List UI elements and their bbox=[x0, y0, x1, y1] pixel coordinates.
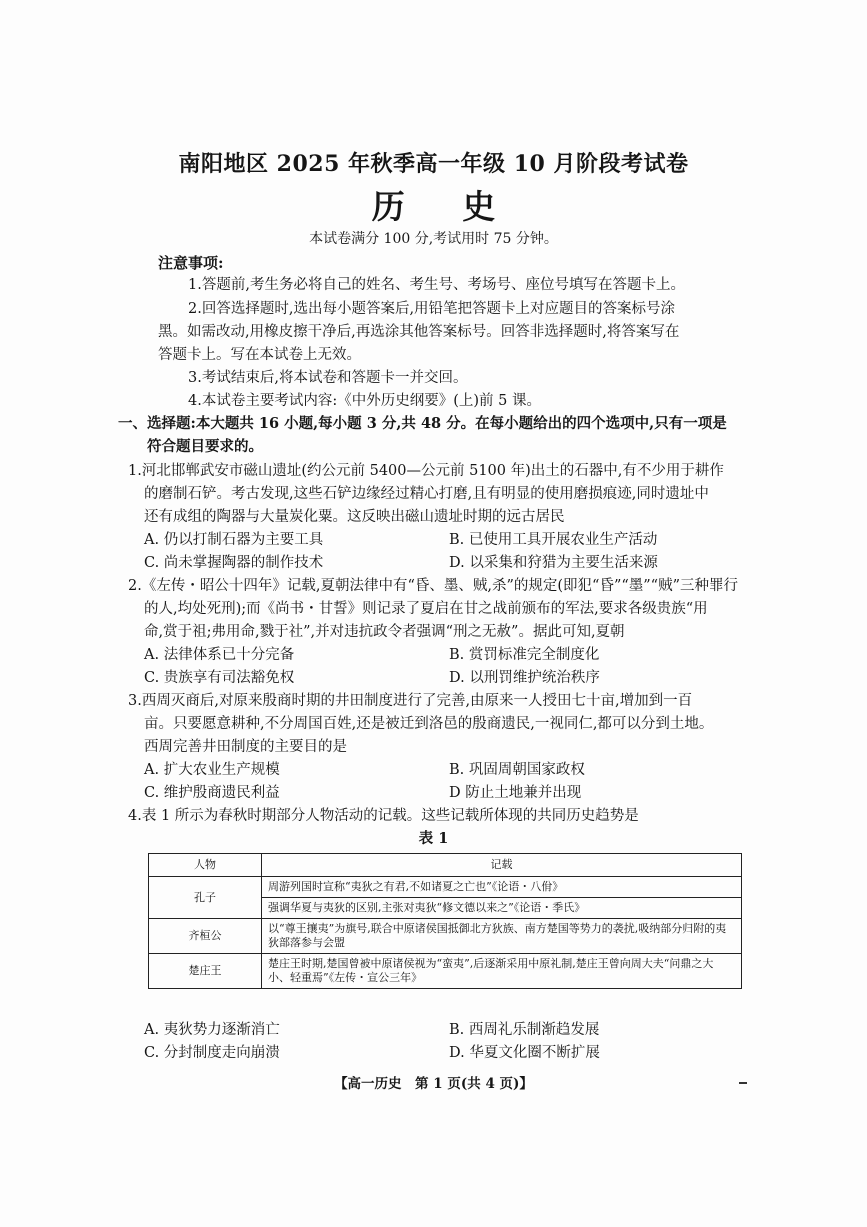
exam-title: 南阳地区 2025 年秋季高一年级 10 月阶段考试卷 bbox=[178, 151, 689, 177]
page-mark bbox=[739, 1082, 747, 1084]
note-2: 2.回答选择题时,选出每小题答案后,用铅笔把答题卡上对应题目的答案标号涂 bbox=[188, 301, 676, 317]
table-cell-record: 强调华夏与夷狄的区别,主张对夷狄“修文德以来之”《论语・季氏》 bbox=[262, 898, 742, 919]
records-table bbox=[148, 853, 742, 989]
question-4-option-c: C. 分封制度走向崩溃 bbox=[144, 1045, 280, 1061]
question-4-option-b: B. 西周礼乐制渐趋发展 bbox=[449, 1022, 600, 1038]
note-3: 3.考试结束后,将本试卷和答题卡一并交回。 bbox=[188, 370, 468, 386]
question-3-stem-line: 西周完善井田制度的主要目的是 bbox=[144, 739, 347, 755]
question-3-option-a: A. 扩大农业生产规模 bbox=[144, 762, 280, 778]
question-3-option-c: C. 维护殷商遗民利益 bbox=[144, 785, 280, 801]
question-4-option-d: D. 华夏文化圈不断扩展 bbox=[449, 1045, 600, 1061]
question-2-stem-line: 的人,均处死刑);而《尚书・甘誓》则记录了夏启在甘之战前颁布的军法,要求各级贵族“用 bbox=[144, 601, 708, 617]
question-4-stem-line: 4.表 1 所示为春秋时期部分人物活动的记载。这些记载所体现的共同历史趋势是 bbox=[128, 808, 639, 824]
page-footer: 【高一历史 第 1 页(共 4 页)】 bbox=[334, 1076, 533, 1092]
section-heading-cont: 符合题目要求的。 bbox=[147, 438, 263, 455]
table-header-row bbox=[149, 854, 742, 877]
question-1-option-d: D. 以采集和狩猎为主要生活来源 bbox=[449, 555, 658, 571]
note-1: 1.答题前,考生务必将自己的姓名、考生号、考场号、座位号填写在答题卡上。 bbox=[188, 277, 685, 293]
note-2-end: 答题卡上。写在本试卷上无效。 bbox=[158, 347, 361, 363]
table-cell-person: 楚庄王 bbox=[149, 954, 262, 989]
notes-heading: 注意事项: bbox=[158, 254, 224, 272]
question-1-option-b: B. 已使用工具开展农业生产活动 bbox=[449, 532, 658, 548]
question-1-stem-line: 的磨制石铲。考古发现,这些石铲边缘经过精心打磨,且有明显的使用磨损痕迹,同时遗址中 bbox=[144, 486, 709, 502]
table-row bbox=[149, 919, 742, 954]
subject-title: 历 史 bbox=[371, 187, 496, 226]
table-cell-record: 周游列国时宣称“夷狄之有君,不如诸夏之亡也”《论语・八佾》 bbox=[262, 877, 742, 898]
note-4: 4.本试卷主要考试内容:《中外历史纲要》(上)前 5 课。 bbox=[188, 393, 541, 409]
table-header-person: 人物 bbox=[149, 854, 262, 877]
question-4-option-a: A. 夷狄势力逐渐消亡 bbox=[144, 1022, 280, 1038]
question-2-option-c: C. 贵族享有司法豁免权 bbox=[144, 670, 295, 686]
question-2-stem-line: 2.《左传・昭公十四年》记载,夏朝法律中有“昏、墨、贼,杀”的规定(即犯“昏”“墨”“贼”三种罪行 bbox=[128, 578, 739, 594]
table-header-record: 记载 bbox=[262, 854, 742, 877]
question-2-stem-line: 命,赏于祖;弗用命,戮于社”,并对违抗政令者强调“刑之无赦”。据此可知,夏朝 bbox=[144, 624, 625, 640]
question-3-option-d: D 防止土地兼并出现 bbox=[449, 785, 582, 801]
question-2-option-d: D. 以刑罚维护统治秩序 bbox=[449, 670, 600, 686]
table-cell-record: 以“尊王攘夷”为旗号,联合中原诸侯国抵御北方狄族、南方楚国等势力的袭扰,吸纳部分归附的夷狄部落参与会盟 bbox=[262, 919, 742, 954]
note-2-cont: 黑。如需改动,用橡皮擦干净后,再选涂其他答案标号。回答非选择题时,将答案写在 bbox=[158, 324, 680, 340]
table-cell-record: 楚庄王时期,楚国曾被中原诸侯视为“蛮夷”,后逐渐采用中原礼制,楚庄王曾向周大夫“问鼎之大小、轻重焉”《左传・宣公三年》 bbox=[262, 954, 742, 989]
question-2-option-a: A. 法律体系已十分完备 bbox=[144, 647, 295, 663]
exam-meta: 本试卷满分 100 分,考试用时 75 分钟。 bbox=[309, 231, 558, 247]
question-3-stem-line: 亩。只要愿意耕种,不分周国百姓,还是被迁到洛邑的殷商遗民,一视同仁,都可以分到土地。 bbox=[144, 716, 714, 732]
question-1-option-c: C. 尚未掌握陶器的制作技术 bbox=[144, 555, 324, 571]
table-row bbox=[149, 954, 742, 989]
question-1-stem-line: 1.河北邯郸武安市磁山遗址(约公元前 5400—公元前 5100 年)出土的石器中,有不少用于耕作 bbox=[128, 463, 724, 479]
question-1-option-a: A. 仍以打制石器为主要工具 bbox=[144, 532, 324, 548]
question-2-option-b: B. 赏罚标准完全制度化 bbox=[449, 647, 600, 663]
question-3-stem-line: 3.西周灭商后,对原来殷商时期的井田制度进行了完善,由原来一人授田七十亩,增加到一百 bbox=[128, 693, 693, 709]
table-row bbox=[149, 877, 742, 898]
table-cell-person: 齐桓公 bbox=[149, 919, 262, 954]
table-cell-person: 孔子 bbox=[149, 877, 262, 919]
question-3-option-b: B. 巩固周朝国家政权 bbox=[449, 762, 585, 778]
table-caption: 表 1 bbox=[418, 830, 449, 847]
section-heading: 一、选择题:本大题共 16 小题,每小题 3 分,共 48 分。在每小题给出的四个选项中,只有一项是 bbox=[118, 415, 727, 432]
question-1-stem-line: 还有成组的陶器与大量炭化粟。这反映出磁山遗址时期的远古居民 bbox=[144, 509, 565, 525]
